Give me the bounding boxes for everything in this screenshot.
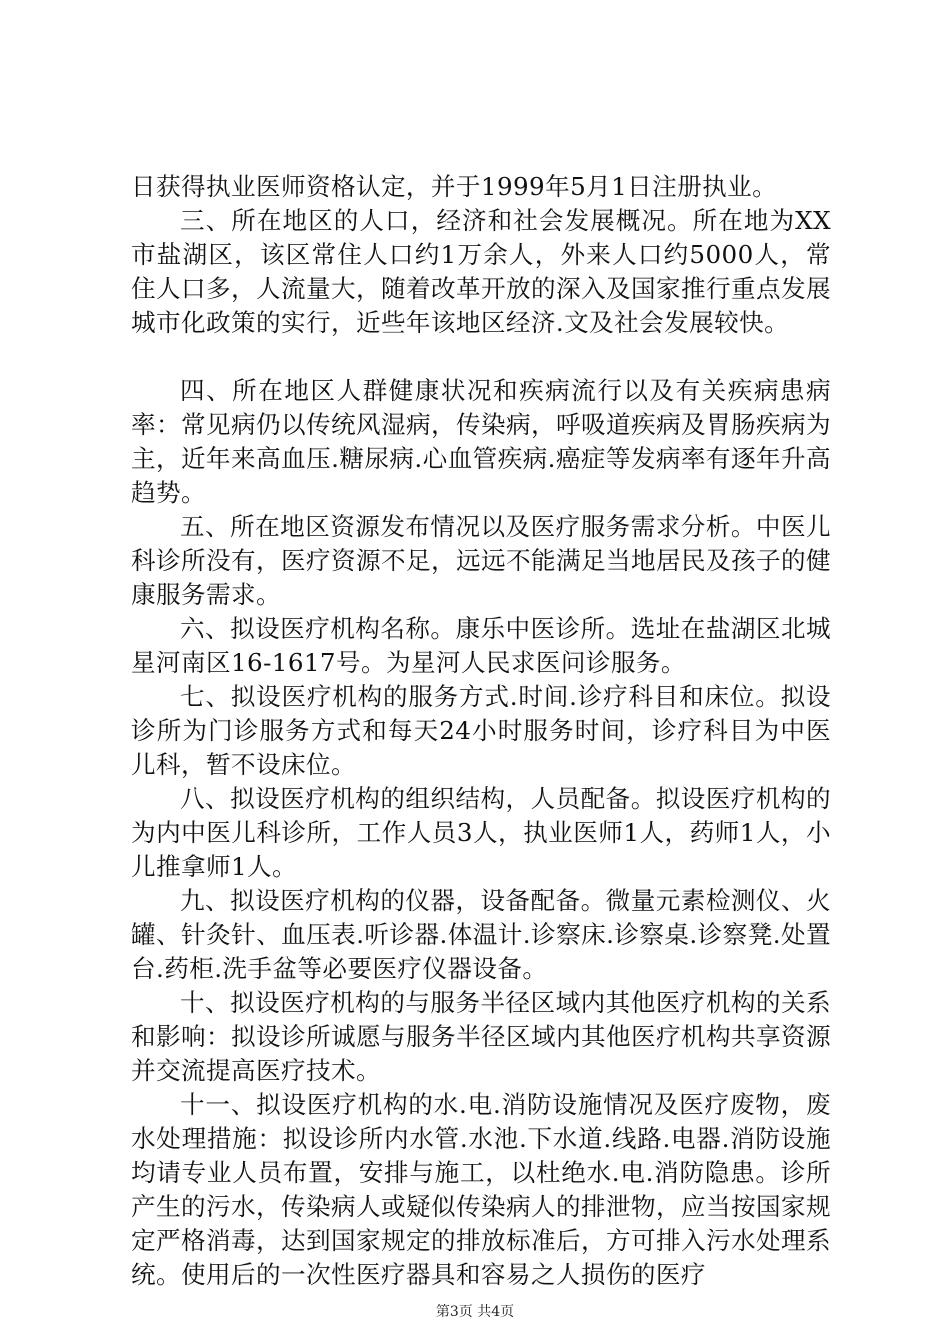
paragraph-clinic-name: 六、拟设医疗机构名称。康乐中医诊所。选址在盐湖区北城星河南区16-1617号。为星河人民求医问诊服务。 (131, 614, 831, 677)
document-body (131, 170, 831, 1292)
paragraph-continuation: 日获得执业医师资格认定，并于1999年5月1日注册执业。 (131, 172, 778, 201)
paragraph-service-mode: 七、拟设医疗机构的服务方式.时间.诊疗科目和床位。拟设诊所为门诊服务方式和每天24小时服务时间，诊疗科目为中医儿科，暂不设床位。 (131, 682, 831, 779)
paragraph-staffing: 八、拟设医疗机构的组织结构，人员配备。拟设医疗机构的为内中医儿科诊所，工作人员3人，执业医师1人，药师1人，小儿推拿师1人。 (131, 784, 831, 881)
paragraph-relations: 十、拟设医疗机构的与服务半径区域内其他医疗机构的关系和影响：拟设诊所诚愿与服务半径区域内其他医疗机构共享资源并交流提高医疗技术。 (131, 988, 831, 1085)
paragraph-resource-analysis: 五、所在地区资源发布情况以及医疗服务需求分析。中医儿科诊所没有，医疗资源不足，远远不能满足当地居民及孩子的健康服务需求。 (131, 512, 831, 609)
paragraph-population-economy: 三、所在地区的人口，经济和社会发展概况。所在地为XX市盐湖区，该区常住人口约1万余人，外来人口约5000人，常住人口多，人流量大，随着改革开放的深入及国家推行重点发展城市化政策的实行，近些年该地区经济.文及社会发展较快。 (131, 206, 831, 337)
paragraph-equipment: 九、拟设医疗机构的仪器，设备配备。微量元素检测仪、火罐、针灸针、血压表.听诊器.体温计.诊察床.诊察桌.诊察凳.处置台.药柜.洗手盆等必要医疗仪器设备。 (131, 886, 831, 983)
page-number: 第3页 共4页 (435, 1304, 515, 1320)
paragraph-spacer (131, 340, 831, 374)
paragraph-health-status: 四、所在地区人群健康状况和疾病流行以及有关疾病患病率：常见病仍以传统风湿病，传染病，呼吸道疾病及胃肠疾病为主，近年来高血压.糖尿病.心血管疾病.癌症等发病率有逐年升高趋势。 (131, 376, 831, 507)
paragraph-facilities-waste: 十一、拟设医疗机构的水.电.消防设施情况及医疗废物，废水处理措施：拟设诊所内水管.水池.下水道.线路.电器.消防设施均请专业人员布置，安排与施工，以杜绝水.电.消防隐患。诊所产生的污水，传染病人或疑似传染病人的排泄物，应当按国家规定严格消毒，达到国家规定的排放标准后，方可排入污水处理系统。使用后的一次性医疗器具和容易之人损伤的医疗 (131, 1090, 831, 1289)
page-footer (0, 1303, 950, 1321)
